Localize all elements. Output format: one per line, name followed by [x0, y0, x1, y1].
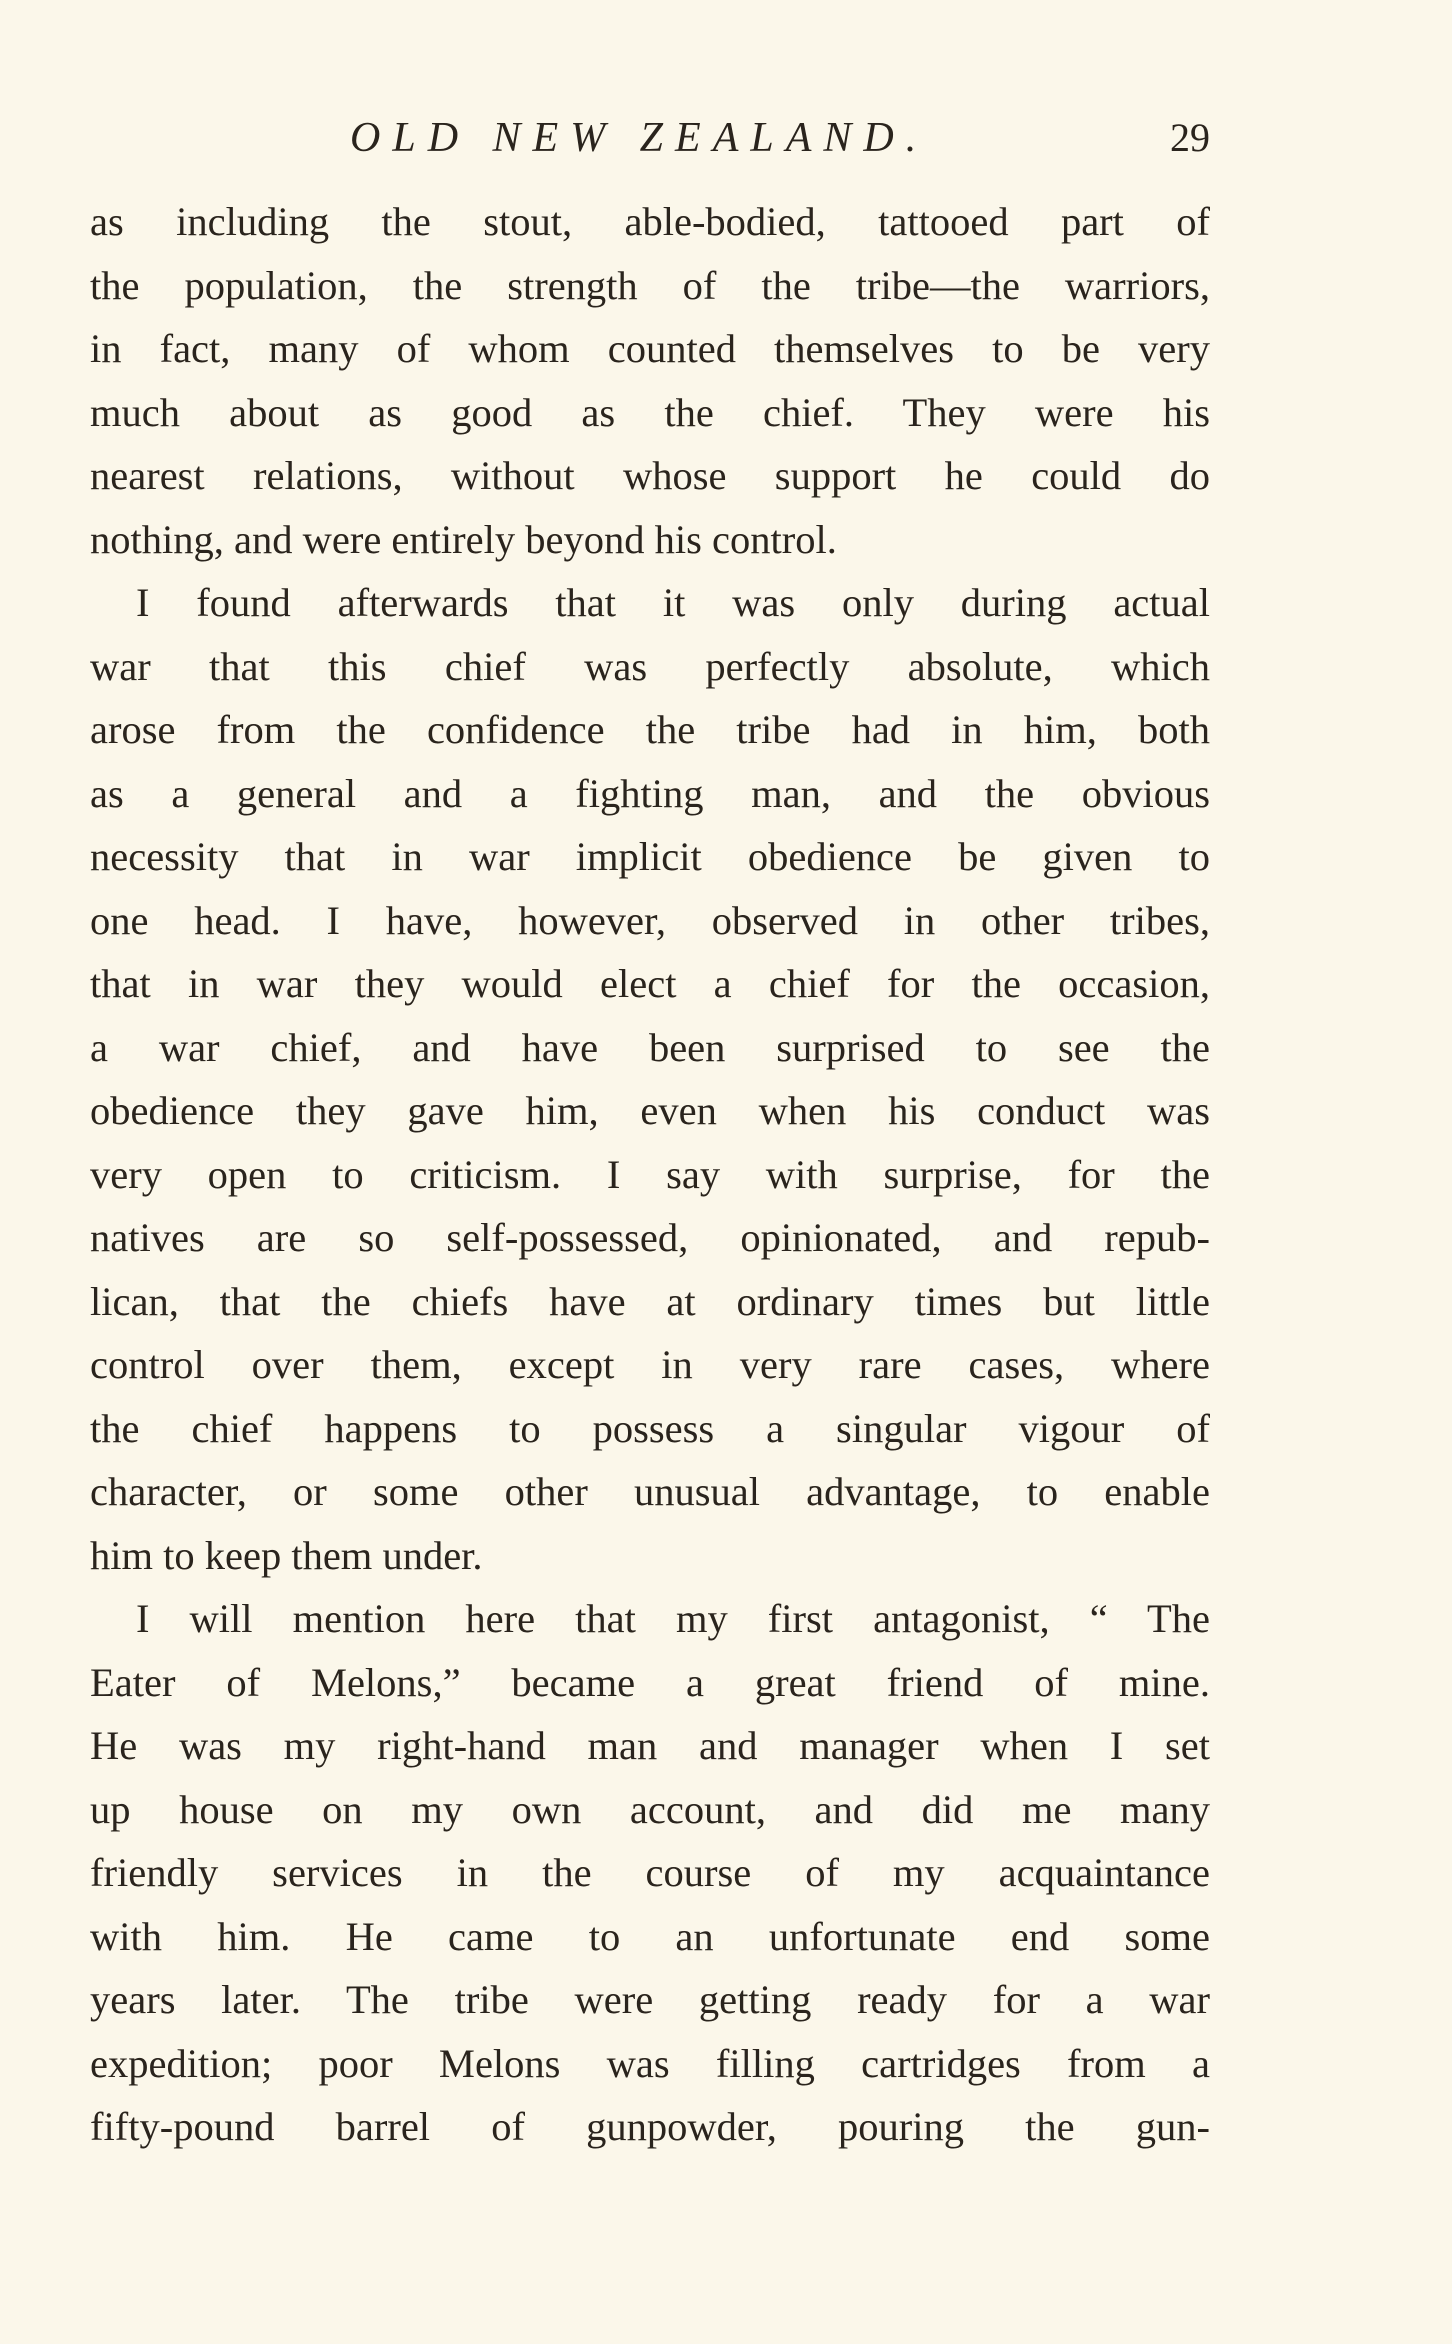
- text-line: friendly services in the course of my acquaintance: [90, 1850, 1210, 1895]
- text-line: nearest relations, without whose support he could do: [90, 453, 1210, 498]
- text-line: much about as good as the chief. They were his: [90, 389, 1210, 435]
- text-line: I will mention here that my first antagonist, “ The: [136, 1596, 1210, 1641]
- body-text: [90, 190, 1210, 2159]
- page-header: [90, 108, 1210, 168]
- text-line: with him. He came to an unfortunate end some: [90, 1913, 1210, 1959]
- text-line: the chief happens to possess a singular vigour of: [90, 1405, 1210, 1451]
- text-line: arose from the confidence the tribe had in him, both: [90, 707, 1210, 752]
- text-line: obedience they gave him, even when his conduct was: [90, 1088, 1210, 1133]
- text-line: one head. I have, however, observed in other tribes,: [90, 897, 1210, 943]
- text-line: fifty-pound barrel of gunpowder, pouring the gun-: [90, 2104, 1210, 2149]
- text-line: character, or some other unusual advantage, to enable: [90, 1469, 1210, 1514]
- page-number: 29: [1170, 115, 1210, 160]
- text-line: necessity that in war implicit obedience be given to: [90, 834, 1210, 879]
- text-line: natives are so self-possessed, opinionated, and repub-: [90, 1215, 1210, 1260]
- text-line: Eater of Melons,” became a great friend of mine.: [90, 1659, 1210, 1705]
- text-line: as a general and a fighting man, and the obvious: [90, 770, 1210, 816]
- text-line: that in war they would elect a chief for the occasion,: [90, 961, 1210, 1006]
- text-line: as including the stout, able-bodied, tattooed part of: [90, 199, 1210, 244]
- text-line: war that this chief was perfectly absolute, which: [90, 643, 1210, 689]
- text-line: a war chief, and have been surprised to see the: [90, 1024, 1210, 1070]
- text-line: He was my right-hand man and manager when I set: [90, 1723, 1210, 1768]
- text-line: nothing, and were entirely beyond his control.: [90, 516, 837, 562]
- text-line: control over them, except in very rare cases, where: [90, 1342, 1210, 1387]
- text-line: the population, the strength of the tribe—the warriors,: [90, 262, 1210, 308]
- text-line: expedition; poor Melons was filling cartridges from a: [90, 2040, 1210, 2086]
- text-line: years later. The tribe were getting ready for a war: [90, 1977, 1210, 2022]
- text-line: lican, that the chiefs have at ordinary times but little: [90, 1278, 1210, 1324]
- text-line: up house on my own account, and did me many: [90, 1786, 1210, 1832]
- running-title: OLD NEW ZEALAND.: [350, 115, 929, 161]
- text-line: very open to criticism. I say with surprise, for the: [90, 1151, 1210, 1197]
- text-line: I found afterwards that it was only during actual: [136, 580, 1210, 625]
- text-line: him to keep them under.: [90, 1532, 483, 1578]
- text-line: in fact, many of whom counted themselves to be very: [90, 326, 1210, 371]
